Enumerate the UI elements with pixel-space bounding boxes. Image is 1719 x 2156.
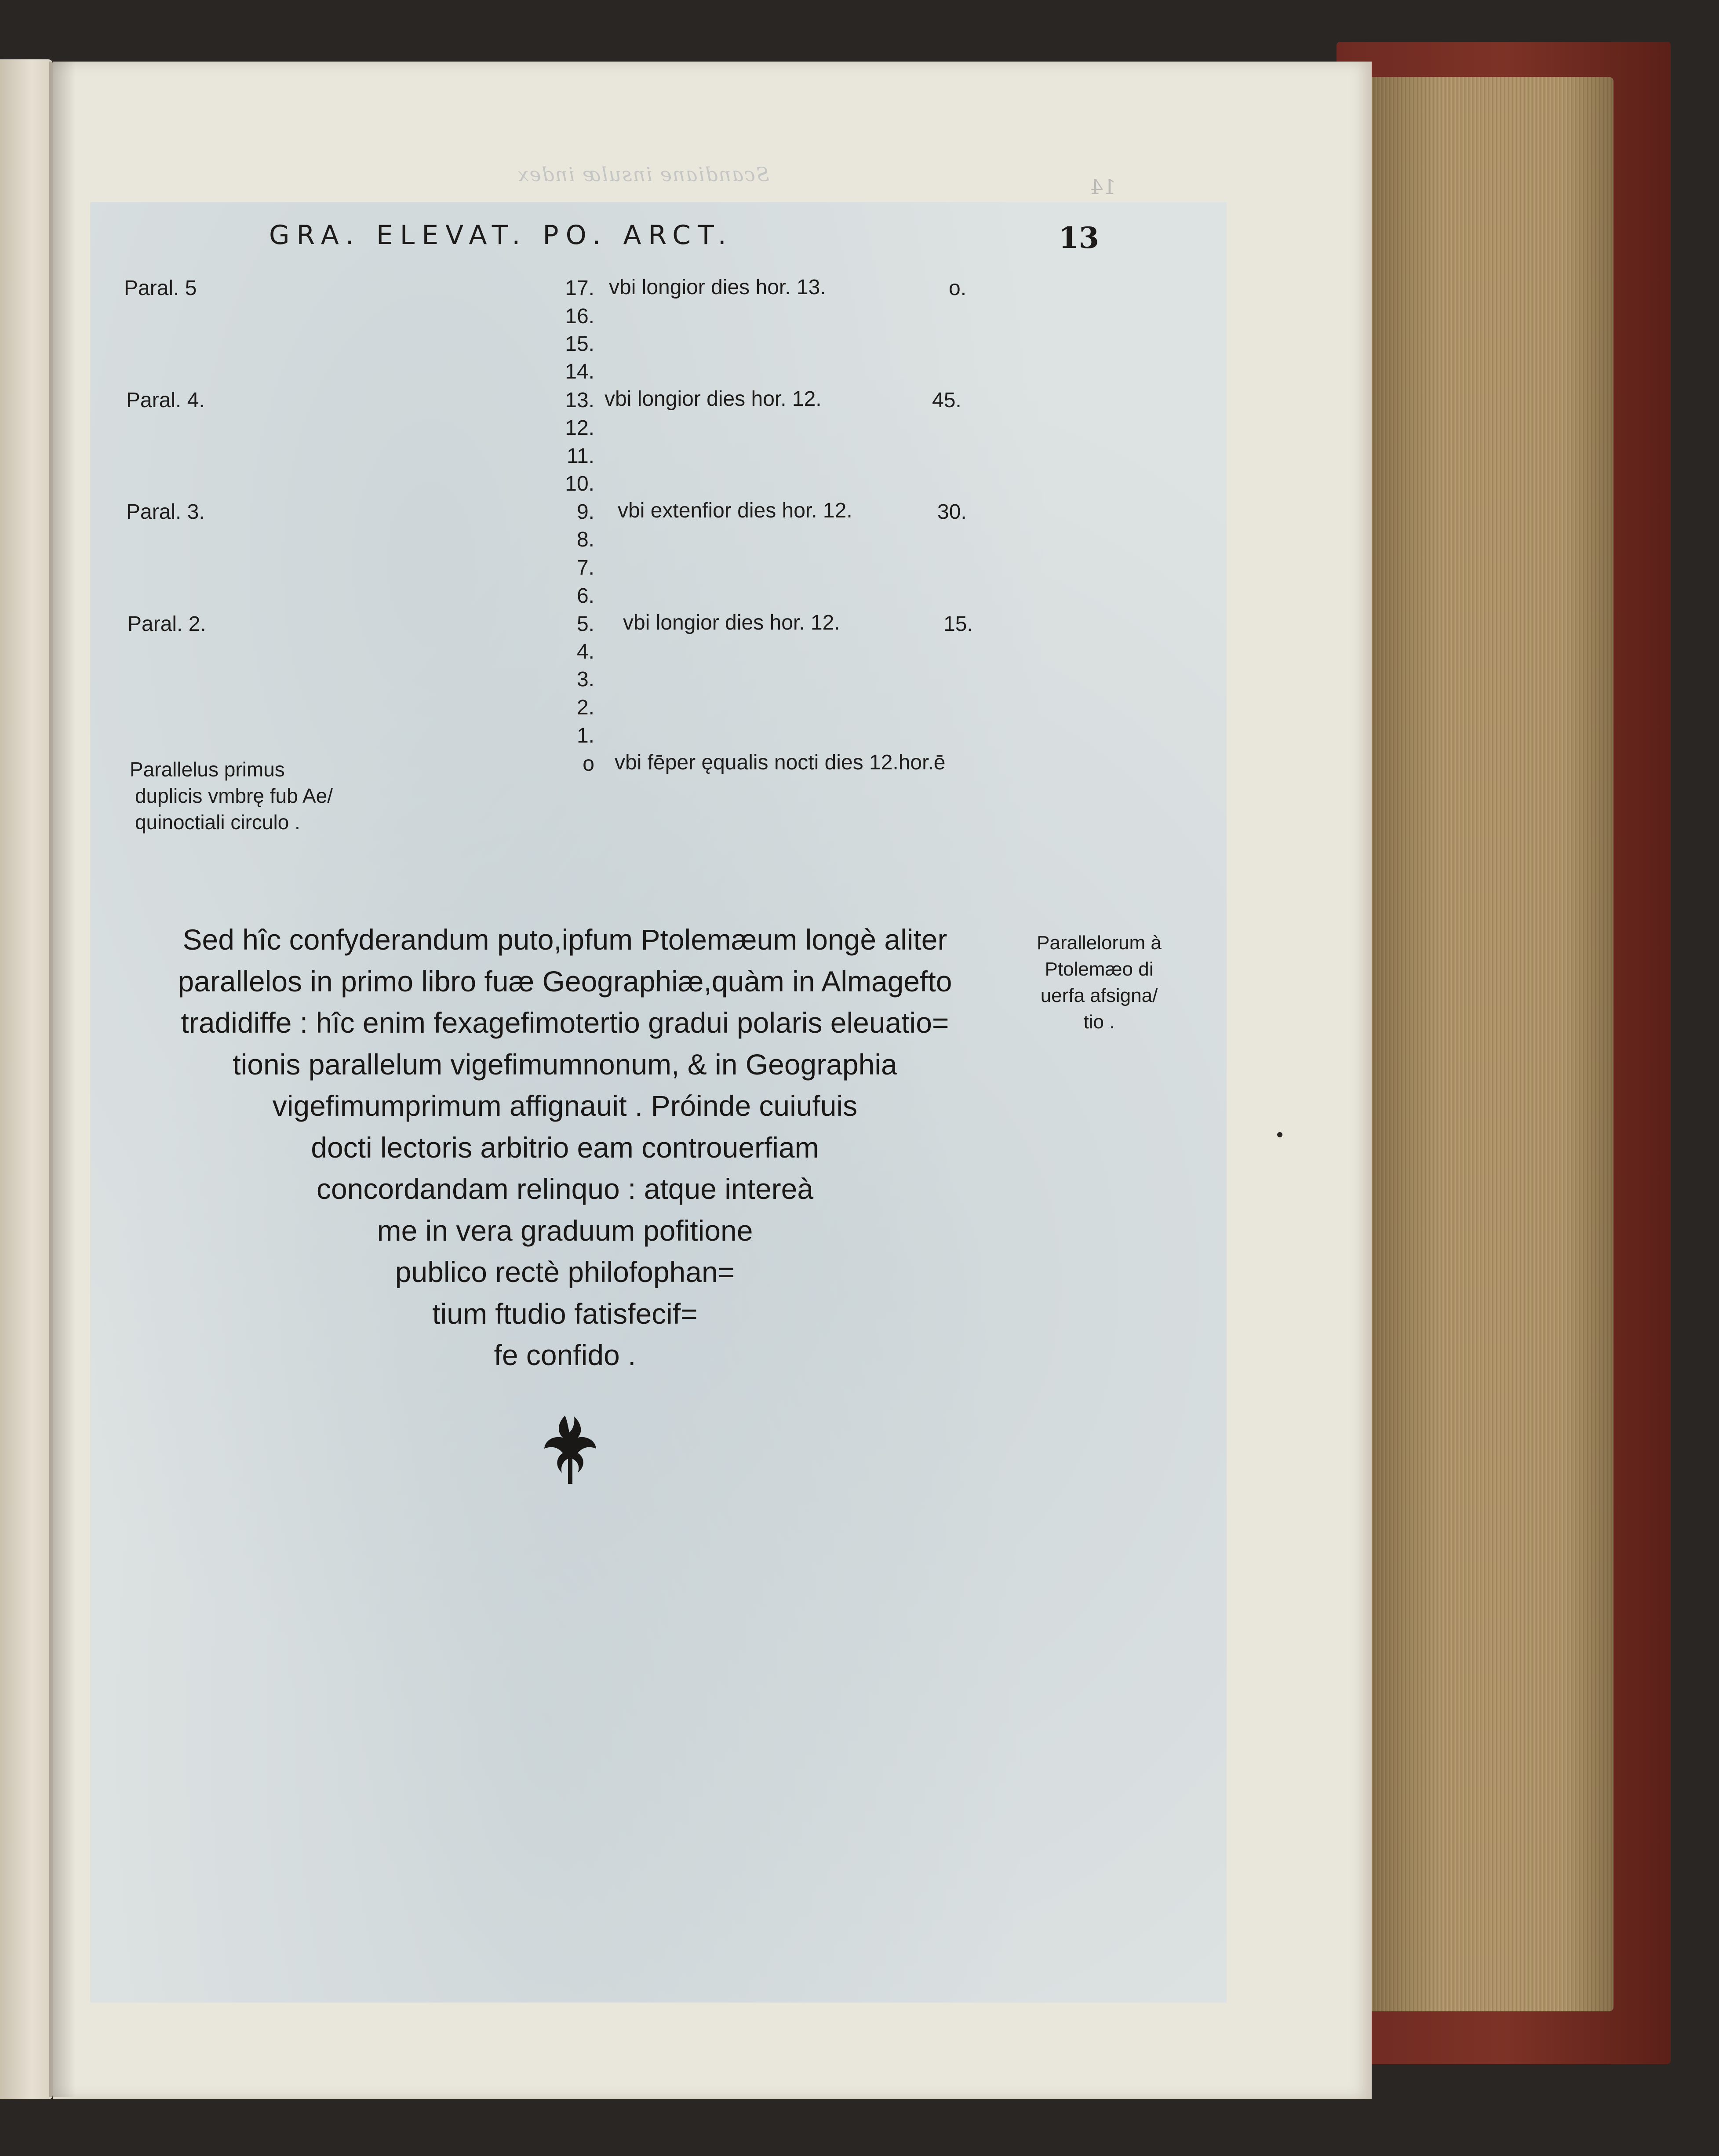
degree-value: 13. [565, 389, 594, 412]
body-paragraph [119, 919, 1011, 1376]
paral-label: Paral. 4. [126, 389, 205, 412]
minutes-value: 45. [932, 389, 961, 412]
daylight-entry: vbi extenfior dies hor. 12. [618, 499, 852, 522]
margin-line: uerfa afsigna/ [1040, 985, 1158, 1006]
degree-value: 9. [576, 500, 594, 524]
marginal-note [1007, 930, 1191, 1035]
body-line: me in vera graduum pofitione [377, 1214, 753, 1247]
body-line: publico rectè philofophan= [395, 1256, 735, 1288]
degree-value: 4. [576, 640, 594, 663]
minutes-value: 15. [943, 612, 973, 636]
degree-value: 8. [576, 528, 594, 551]
degree-value: 1. [576, 724, 594, 747]
body-line: vigefimumprimum affignauit . Próinde cuiufuis [272, 1089, 858, 1122]
minutes-value: 30. [937, 500, 967, 524]
fleuron-ornament-icon [532, 1411, 598, 1486]
degree-value: 7. [576, 556, 594, 579]
left-page-edge [0, 59, 53, 2099]
degree-value: 2. [576, 696, 594, 719]
body-line: tradidiffe : hîc enim fexagefimotertio gradui polaris eleuatio= [181, 1006, 949, 1039]
note-line: Parallelus primus [130, 758, 285, 781]
page-block-shadow [1367, 77, 1613, 2011]
note-line: quinoctiali circulo . [135, 811, 300, 834]
paral-label: Paral. 5 [124, 277, 197, 300]
ghost-header: Scandiane insulæ index [517, 164, 769, 186]
degree-value: 11. [566, 444, 594, 468]
degree-value: 10. [565, 472, 594, 495]
paral-label: Paral. 3. [126, 500, 205, 524]
daylight-entry: vbi fēper ęqualis nocti dies 12.hor.ē [615, 751, 946, 774]
margin-line: tio . [1083, 1011, 1115, 1033]
running-head: GRA. ELEVAT. PO. ARCT. [269, 220, 733, 251]
degree-value: o [583, 752, 594, 776]
page-number: 13 [1059, 221, 1099, 255]
degree-value: 5. [576, 612, 594, 636]
degree-value: 14. [565, 360, 594, 383]
body-line: tionis parallelum vigefimumnonum, & in Geographia [233, 1048, 897, 1081]
body-line: concordandam relinquo : atque intereà [316, 1173, 814, 1205]
margin-line: Ptolemæo di [1045, 958, 1154, 980]
body-line: Sed hîc confyderandum puto,ipfum Ptolemæum longè aliter [182, 923, 947, 956]
body-line: parallelos in primo libro fuæ Geographiæ,quàm in Almagefto [178, 965, 952, 998]
stray-mark [1277, 1132, 1282, 1137]
note-line: duplicis vmbrę fub Ae/ [135, 784, 333, 807]
gutter-shadow [49, 62, 76, 2097]
degree-value: 3. [576, 668, 594, 691]
paral-label: Paral. 2. [127, 612, 206, 636]
degree-value: 12. [565, 416, 594, 440]
degree-value: 15. [565, 332, 594, 356]
daylight-entry: vbi longior dies hor. 12. [605, 387, 822, 411]
degree-value: 6. [576, 584, 594, 608]
body-line: fe confido . [494, 1339, 636, 1371]
daylight-entry: vbi longior dies hor. 12. [623, 611, 840, 634]
first-parallel-note [130, 756, 402, 835]
degree-value: 16. [565, 305, 594, 328]
margin-line: Parallelorum à [1037, 932, 1162, 954]
minutes-value: o. [949, 277, 967, 300]
degree-value: 17. [565, 277, 594, 300]
daylight-entry: vbi longior dies hor. 13. [609, 276, 826, 299]
ghost-page-number: 14 [1090, 175, 1116, 199]
body-line: tium ftudio fatisfecif= [432, 1297, 698, 1330]
body-line: docti lectoris arbitrio eam controuerfiam [311, 1131, 819, 1164]
